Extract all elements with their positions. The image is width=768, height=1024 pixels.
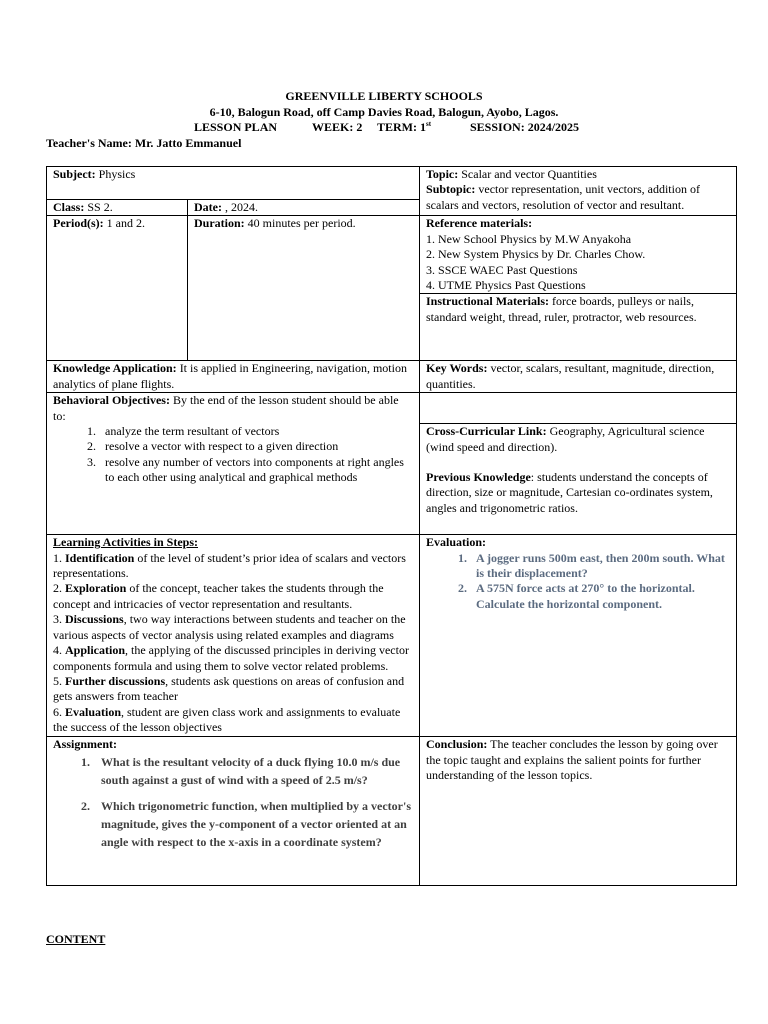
cross-curricular-wrapper [420,393,737,535]
content-heading: CONTENT [46,932,106,946]
list-item: 2. Which trigonometric function, when multiplied by a vector's magnitude, gives the y-component of a vector oriented at an angle with respect to the x-axis in a coordinate system? [93,797,413,851]
duration-cell: Duration: 40 minutes per period. [188,216,420,361]
list-item: 3. Discussions, two way interactions between students and teacher on the various aspects of vector analysis using related examples and diagrams [53,612,406,642]
behavioral-objectives-cell: Behavioral Objectives: By the end of the lesson student should be able to: 1. analyze the term resultant of vectors 2. resolve a vector with respect to a given direction 3. resolve any number of vectors into components at right angles to each other using analytical and graphical methods [47,393,420,535]
period-cell: Period(s): 1 and 2. [47,216,188,361]
cross-curricular-link: Cross-Curricular Link: Geography, Agricultural science (wind speed and direction). [426,424,705,454]
objectives-list [53,424,413,486]
evaluation-cell: Evaluation: 1. A jogger runs 500m east, then 200m south. What is their displacement? 2. A 575N force acts at 270° to the horizontal. Calculate the horizontal component. [420,535,737,737]
date-cell: Date: , 2024. [188,200,420,216]
list-item: 2. Exploration of the concept, teacher takes the students through the concept and intricacies of vector representation and resultants. [53,581,384,611]
evaluation-list [426,551,730,613]
previous-knowledge: Previous Knowledge: students understand the concepts of direction, size or magnitude, Cartesian co-ordinates system, angles and trigonometric ratios. [426,470,713,515]
subject-cell: Subject: Physics [47,167,420,200]
list-item: 2. A 575N force acts at 270° to the horizontal. Calculate the horizontal component. [470,581,730,612]
session-label: SESSION: 2024/2025 [470,120,580,134]
learning-activities-cell [47,535,420,737]
topic-cell: Topic: Scalar and vector Quantities Subtopic: vector representation, unit vectors, addition of scalars and vectors, resolution of vector and resultant. [420,167,737,216]
keywords-cell: Key Words: vector, scalars, resultant, magnitude, direction, quantities. [420,361,737,393]
week-label: WEEK: 2 [312,120,363,134]
school-name: GREENVILLE LIBERTY SCHOOLS [285,89,483,103]
list-item: 2. resolve a vector with respect to a given direction [99,439,413,454]
instructional-cell: Instructional Materials: force boards, pulleys or nails, standard weight, thread, ruler, protractor, web resources. [420,294,737,361]
list-item: 1. What is the resultant velocity of a duck flying 10.0 m/s due south against a gust of wind with a speed of 2.5 m/s? [93,753,413,789]
conclusion-cell: Conclusion: The teacher concludes the lesson by going over the topic taught and explains the salient points for further understanding of the lesson topics. [420,737,737,886]
list-item: 4. Application, the applying of the discussed principles in deriving vector components formula and using them to solve vector related problems. [53,643,409,673]
list-item: 5. Further discussions, students ask questions on areas of confusion and gets answers from teacher [53,673,405,704]
term-label: TERM: 1st [377,120,432,134]
knowledge-application-cell: Knowledge Application: It is applied in Engineering, navigation, motion analytics of plane flights. [47,361,420,393]
teacher-name: Teacher's Name: Mr. Jatto Emmanuel [46,136,242,150]
lesson-plan-label: LESSON PLAN [194,120,278,134]
lesson-plan-table [46,166,737,886]
assignment-cell: Assignment: 1. What is the resultant velocity of a duck flying 10.0 m/s due south against a gust of wind with a speed of 2.5 m/s? 2. Which trigonometric function, when multiplied by a vector's magnitude, gives the y-component of a vector oriented at an angle with respect to the x-axis in a coordinate system? [47,737,420,886]
school-address: 6-10, Balogun Road, off Camp Davies Road, Balogun, Ayobo, Lagos. [209,105,559,119]
class-cell: Class: SS 2. [47,200,188,216]
list-item: 3. resolve any number of vectors into components at right angles to each other using analytical and graphical methods [99,455,413,486]
assignment-list [53,753,413,851]
learning-activities-heading: Learning Activities in Steps: [53,535,199,550]
reference-cell: Reference materials: 1. New School Physics by M.W Anyakoha 2. New System Physics by Dr. Charles Chow. 3. SSCE WAEC Past Questions 4. UTME Physics Past Questions [420,216,737,294]
list-item: 1. A jogger runs 500m east, then 200m south. What is their displacement? [470,551,730,582]
list-item: 6. Evaluation, student are given class work and assignments to evaluate the success of the lesson objectives [53,704,401,735]
list-item: 1. Identification of the level of student’s prior idea of scalars and vectors representations. [53,550,406,581]
list-item: 1. analyze the term resultant of vectors [99,424,413,439]
